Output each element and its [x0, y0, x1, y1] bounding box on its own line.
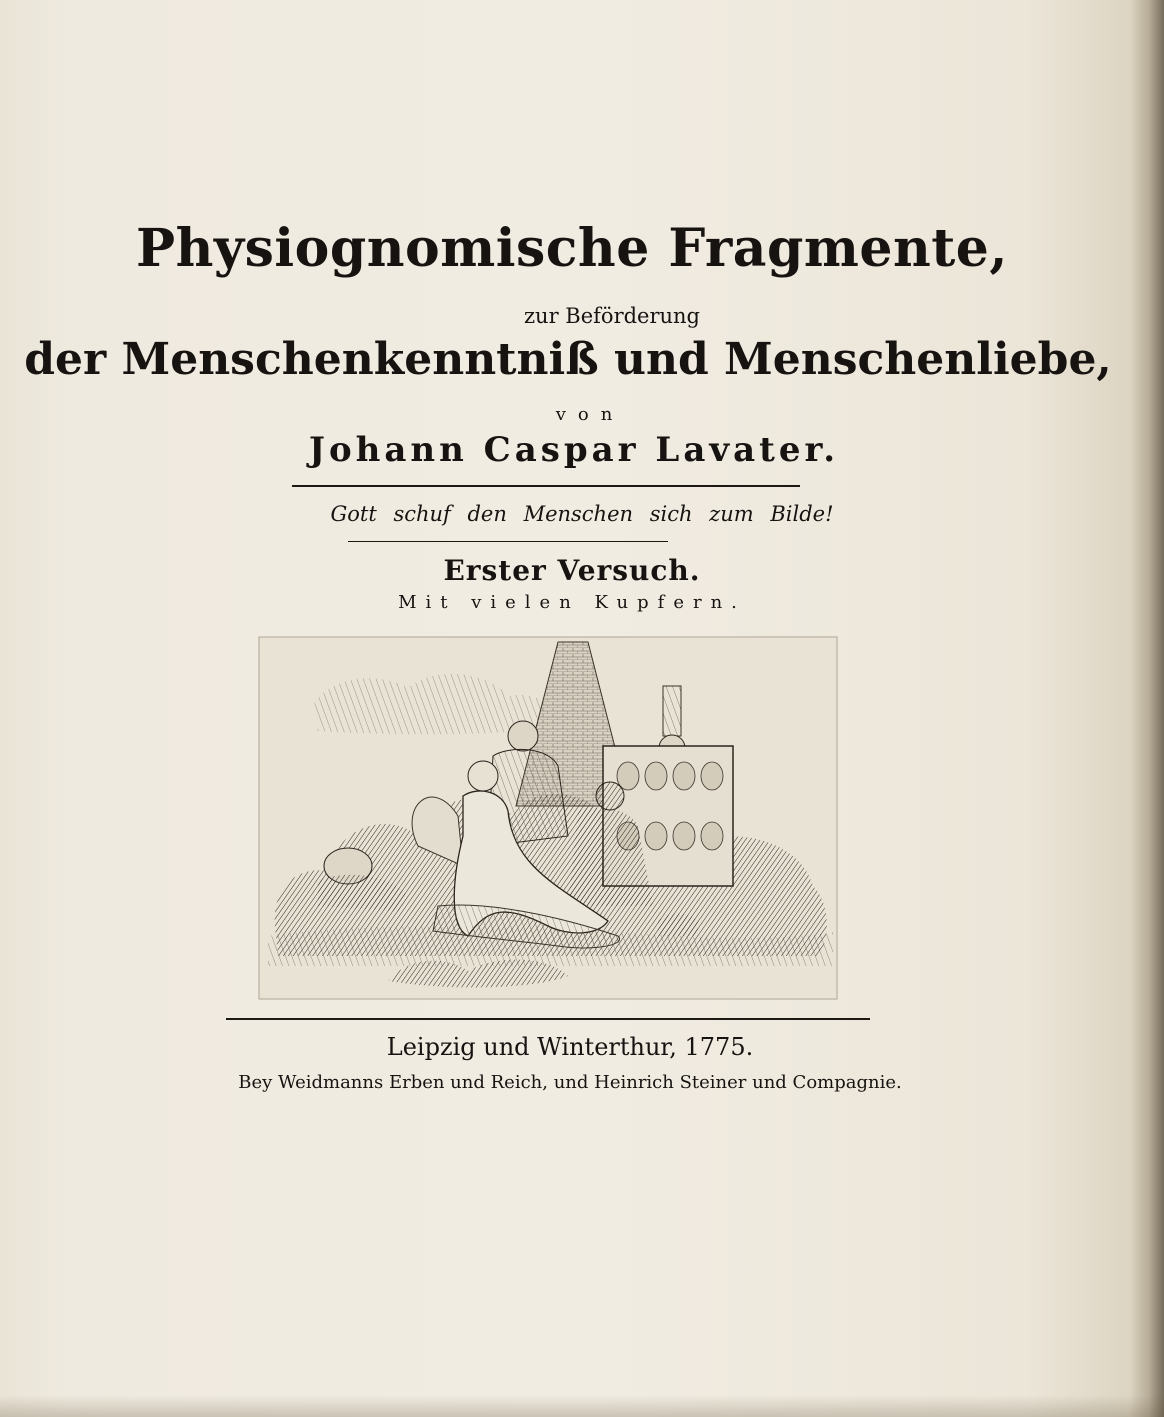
page-bottom-shadow	[0, 1395, 1164, 1417]
rule-imprint	[226, 1018, 870, 1020]
book-title-line2: der Menschenkenntniß und Menschenliebe,	[24, 334, 1112, 385]
book-title: Physiognomische Fragmente,	[136, 218, 1008, 279]
engraved-vignette	[258, 636, 838, 1000]
page-edge-shadow	[1130, 0, 1164, 1417]
imprint-publisher: Bey Weidmanns Erben und Reich, und Heinrich Steiner und Compagnie.	[238, 1072, 902, 1093]
plates-note: Mit vielen Kupfern.	[398, 592, 746, 613]
edition-label: Erster Versuch.	[443, 554, 701, 587]
imprint-place: Leipzig und Winterthur, 1775.	[386, 1033, 754, 1061]
rule-motto	[348, 541, 668, 542]
by-line: von	[555, 404, 625, 425]
author-name: Johann Caspar Lavater.	[308, 430, 840, 470]
book-subtitle: zur Beförderung	[523, 304, 701, 328]
motto: Gott schuf den Menschen sich zum Bilde!	[330, 502, 834, 526]
rule-top	[292, 485, 800, 487]
